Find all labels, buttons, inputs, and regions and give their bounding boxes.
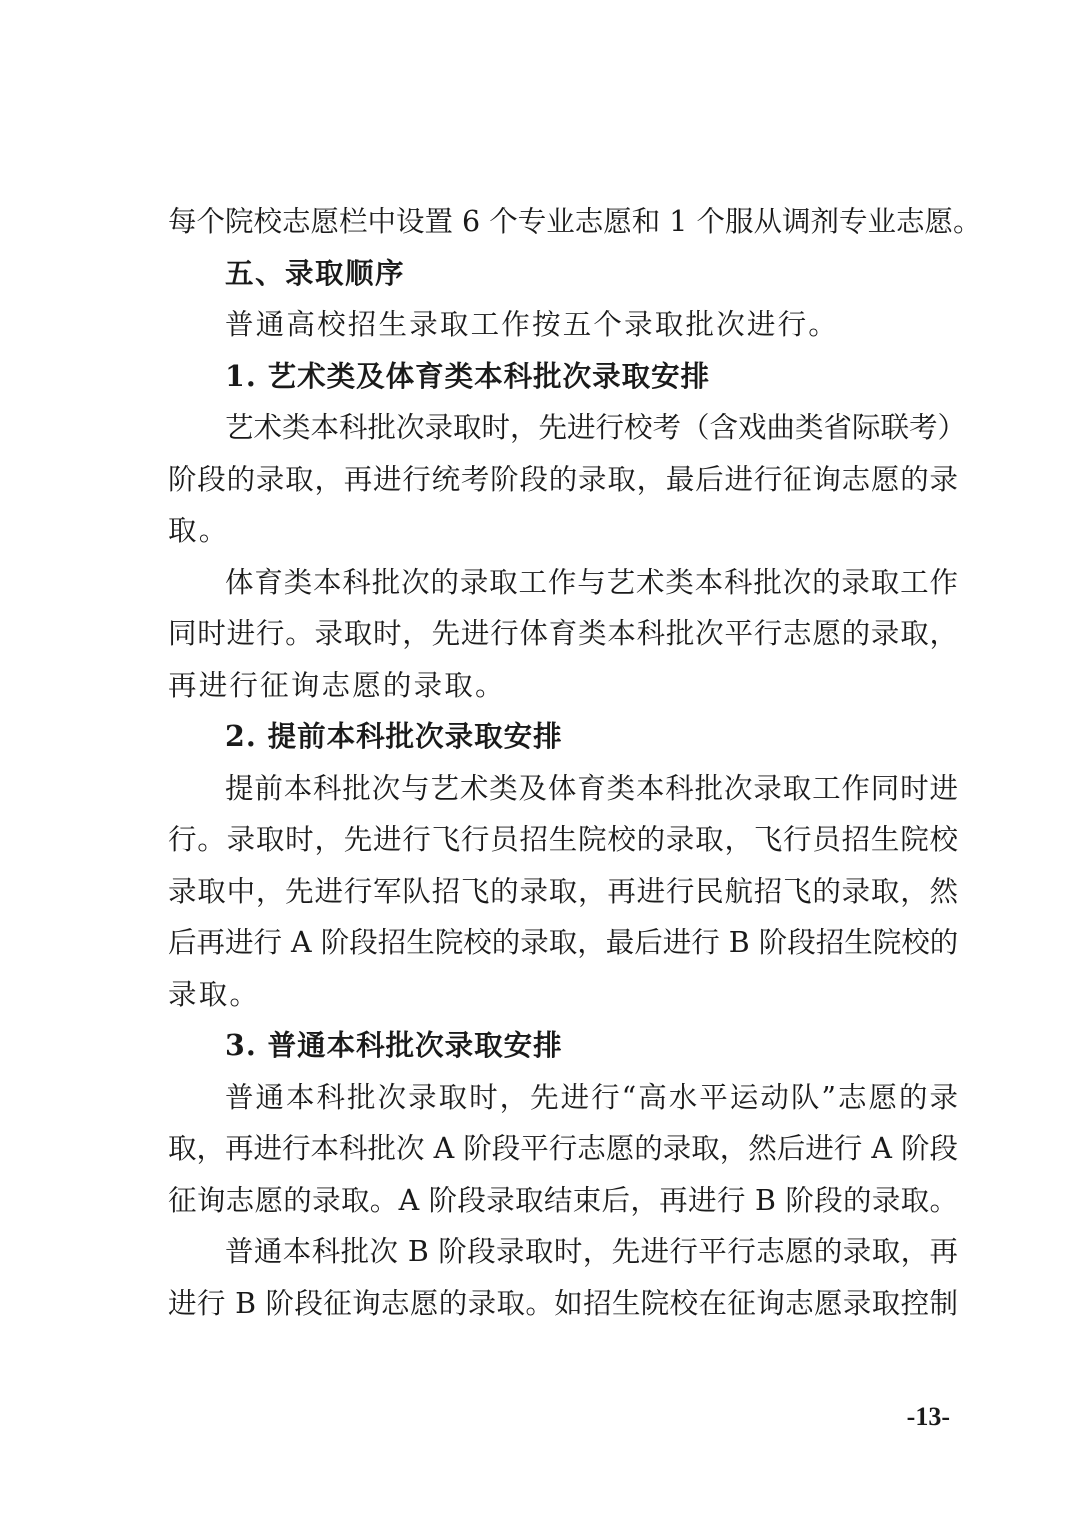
subsection-heading: 2. 提前本科批次录取安排 (225, 719, 563, 753)
paragraph-line: 再进行征询志愿的录取。 (168, 668, 506, 702)
document-body (168, 196, 982, 1329)
paragraph-line: 普通高校招生录取工作按五个录取批次进行。 (225, 308, 840, 341)
paragraph-line: 普通本科批次 B 阶段录取时，先进行平行志愿的录取，再 (225, 1235, 958, 1268)
page-number: -13- (906, 1402, 950, 1431)
subsection-heading: 3. 普通本科批次录取安排 (225, 1028, 563, 1062)
paragraph-line: 取。 (168, 514, 230, 547)
paragraph-line: 阶段的录取，再进行统考阶段的录取，最后进行征询志愿的录 (168, 462, 958, 496)
paragraph-line: 录取。 (168, 977, 261, 1011)
paragraph-line: 普通本科批次录取时，先进行“高水平运动队”志愿的录 (225, 1080, 958, 1114)
subsection-heading: 1. 艺术类及体育类本科批次录取安排 (225, 358, 711, 393)
paragraph-line: 同时进行。录取时，先进行体育类本科批次平行志愿的录取， (168, 617, 958, 650)
paragraph-line: 每个院校志愿栏中设置 6 个专业志愿和 1 个服从调剂专业志愿。 (168, 205, 982, 238)
paragraph-line: 征询志愿的录取。A 阶段录取结束后，再进行 B 阶段的录取。 (168, 1183, 958, 1217)
paragraph-line: 后再进行 A 阶段招生院校的录取，最后进行 B 阶段招生院校的 (168, 926, 959, 959)
paragraph-line: 行。录取时，先进行飞行员招生院校的录取，飞行员招生院校 (168, 823, 958, 856)
paragraph-line: 体育类本科批次的录取工作与艺术类本科批次的录取工作 (225, 565, 958, 599)
paragraph-line: 进行 B 阶段征询志愿的录取。如招生院校在征询志愿录取控制 (168, 1286, 958, 1320)
paragraph-line: 艺术类本科批次录取时，先进行校考（含戏曲类省际联考） (225, 411, 967, 444)
paragraph-line: 提前本科批次与艺术类及体育类本科批次录取工作同时进 (225, 771, 958, 805)
section-heading: 五、录取顺序 (225, 256, 406, 290)
paragraph-line: 取，再进行本科批次 A 阶段平行志愿的录取，然后进行 A 阶段 (168, 1132, 958, 1165)
paragraph-line: 录取中，先进行军队招飞的录取，再进行民航招飞的录取，然 (168, 874, 958, 908)
